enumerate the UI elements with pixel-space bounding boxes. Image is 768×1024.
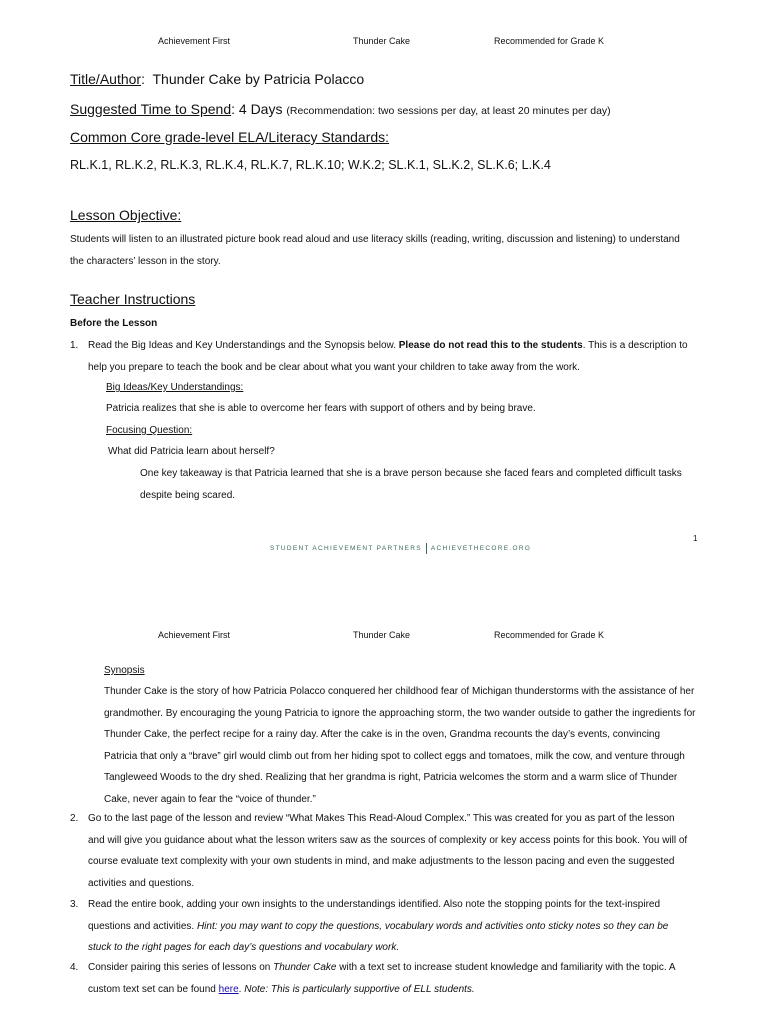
lesson-objective-heading: Lesson Objective: [70,207,182,223]
step-4-book-title: Thunder Cake [273,962,337,973]
document-page-2 [0,600,768,1024]
title-author-label: Title/Author [70,71,142,87]
suggested-time-value: 4 Days [238,101,283,117]
focusing-answer-text: One key takeaway is that Patricia learned that she is a brave person because she faced fears and completed difficult tasks despite being scared. [140,468,682,501]
step-4-text-c: . [238,983,245,995]
title-author-value: Thunder Cake by Patricia Polacco [152,71,365,87]
teacher-instructions-heading: Teacher Instructions [70,291,196,307]
synopsis-heading: Synopsis [104,665,145,676]
suggested-time-note: (Recommendation: two sessions per day, at least 20 minutes per day) [286,105,611,117]
step-1-text-b: . This is a description to help you prepare to teach the book and be clear about what you want your children to take away from the work. [88,340,688,373]
running-header-right: Recommended for Grade K [494,630,605,640]
footer-logo [270,543,531,554]
step-4-note: Note: This is particularly supportive of ELL students. [244,983,475,995]
running-header [0,36,768,50]
running-header-middle: Thunder Cake [353,630,411,640]
running-header-left: Achievement First [158,36,231,46]
before-lesson-heading: Before the Lesson [70,318,158,329]
step-1-number: 1. [70,340,79,351]
big-ideas-heading: Big Ideas/Key Understandings: [106,382,244,393]
suggested-time-line [70,101,611,117]
footer-site: ACHIEVETHECORE.ORG [430,545,532,553]
page-number: 1 [693,534,698,543]
big-ideas-text: Patricia realizes that she is able to overcome her fears with support of others and by being brave. [106,403,536,414]
footer-org: STUDENT ACHIEVEMENT PARTNERS [270,545,422,553]
footer-divider [426,543,427,554]
step-1-text-bold: Please do not read this to the students [398,340,583,351]
step-3-number: 3. [70,899,79,910]
focusing-question-text: What did Patricia learn about herself? [108,446,275,457]
standards-list: RL.K.1, RL.K.2, RL.K.3, RL.K.4, RL.K.7, RL.K.10; W.K.2; SL.K.1, SL.K.2, SL.K.6; L.K.4 [70,158,551,172]
title-author-line [70,71,364,87]
step-4-text-a: Consider pairing this series of lessons on [88,962,274,973]
focusing-question-heading: Focusing Question: [106,425,193,436]
step-4-text [88,957,694,1000]
lesson-objective-text: Students will listen to an illustrated picture book read aloud and use literacy skills (reading, writing, discussion and listening) to understand the characters’ lesson in the story. [70,234,680,267]
step-3-text [88,894,694,959]
step-2-text: Go to the last page of the lesson and review “What Makes This Read-Aloud Complex.” This was created for you as part of the lesson and will give you guidance about what the lesson writers saw as the sources of complexity or key access points for this book. You will of course evaluate text complexity with your own students in mind, and make adjustments to the lesson pacing and even the suggested activities and questions. [88,813,688,889]
step-4-text-b: with a text set to increase student knowledge and familiarity with the topic. A custom text set can be found [88,962,675,995]
suggested-time-label: Suggested Time to Spend [70,101,232,117]
step-3-hint: Hint: you may want to copy the questions, vocabulary words and activities onto sticky notes so they can be stuck to the right pages for each day’s questions and vocabulary work. [88,920,669,953]
suggested-time-sep: : [231,101,235,117]
text-set-link[interactable]: here [218,983,239,995]
step-1-text-a: Read the Big Ideas and Key Understandings and the Synopsis below. [88,340,399,351]
running-header-right: Recommended for Grade K [494,36,605,46]
step-1-text [88,335,694,378]
standards-heading: Common Core grade-level ELA/Literacy Standards: [70,129,390,145]
step-2-number: 2. [70,813,79,824]
running-header-left: Achievement First [158,630,231,640]
step-3-text-main: Read the entire book, adding your own insights to the understandings identified. Also note the stopping points for the text-inspired questions and activities. [88,899,661,932]
running-header-middle: Thunder Cake [353,36,411,46]
synopsis-text: Thunder Cake is the story of how Patricia Polacco conquered her childhood fear of Michigan thunderstorms with the assistance of her grandmother. By encouraging the young Patricia to ignore the approaching storm, the two wander outside to gather the ingredients for Thunder Cake, the perfect recipe for a rainy day. After the cake is in the oven, Grandma recounts the day’s events, convincing Patricia that only a “brave” girl would climb out from her hiding spot to collect eggs and tomatoes, milk the cow, and venture through Tangleweed Woods to the dry shed. Realizing that her grandma is right, Patricia welcomes the storm and a warm slice of Thunder Cake, never again to fear the “voice of thunder.” [104,686,696,805]
running-header [0,630,768,644]
title-author-sep: : [141,71,145,87]
step-4-number: 4. [70,962,79,973]
